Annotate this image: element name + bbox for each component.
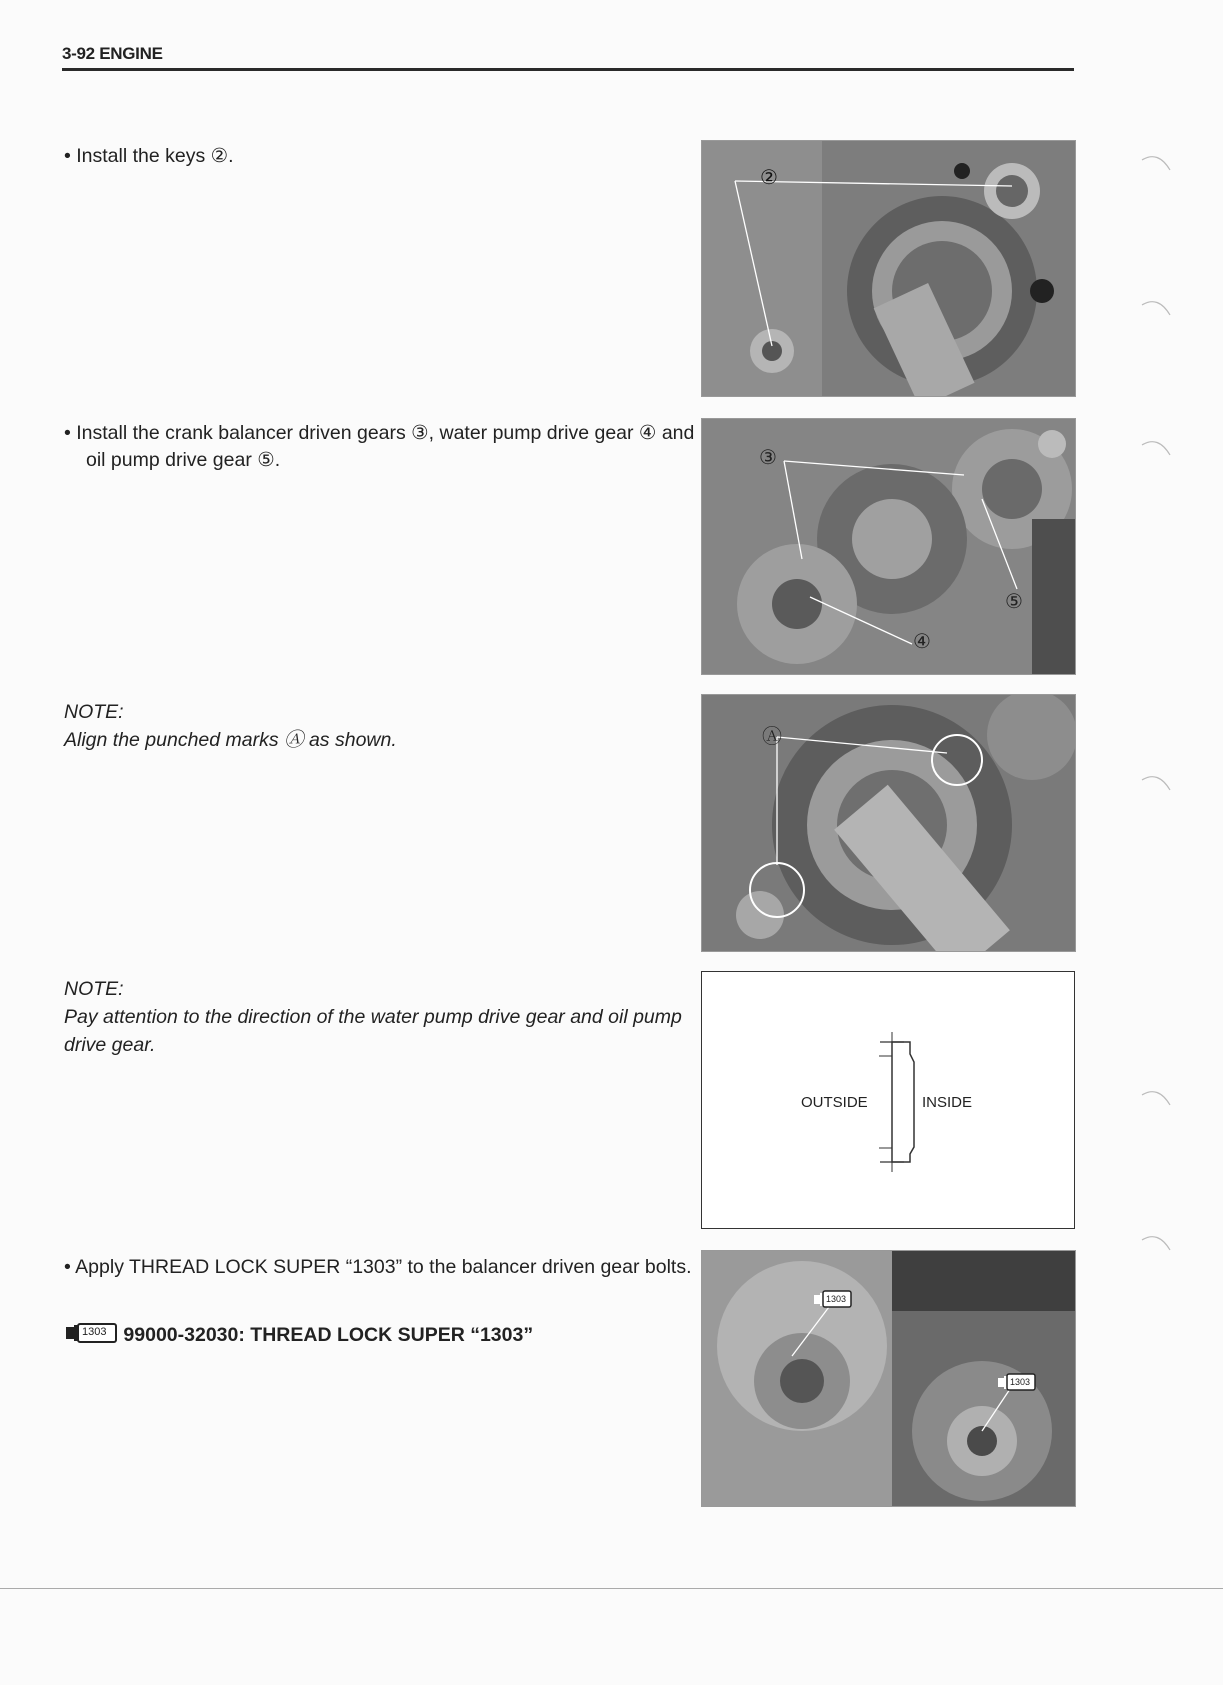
- photo-punched-marks: [701, 694, 1076, 952]
- label-inside: INSIDE: [922, 1094, 973, 1111]
- callout-2: ②: [760, 167, 778, 189]
- note-align-marks: Align the punched marks Ⓐ as shown.: [64, 729, 397, 751]
- callout-3: ③: [759, 447, 777, 469]
- footer-rule: [0, 1588, 1223, 1589]
- thread-lock-icon: [64, 1321, 118, 1351]
- photo-balancer-bolts: [701, 1250, 1076, 1507]
- note-label: NOTE:: [64, 978, 124, 1000]
- callout-5: ⑤: [1005, 591, 1023, 613]
- photo-gears: [701, 418, 1076, 675]
- callout-a: Ⓐ: [762, 726, 782, 748]
- step-install-gears: • Install the crank balancer driven gears ③, water pump drive gear ④ and oil pump drive gear ⑤.: [64, 422, 695, 471]
- note-label: NOTE:: [64, 701, 124, 723]
- photo-icon-label-left: 1303: [826, 1294, 847, 1304]
- step-install-keys: • Install the keys ②.: [64, 145, 234, 167]
- photo-icon-label-right: 1303: [1010, 1377, 1031, 1387]
- thread-lock-part: [64, 1321, 533, 1351]
- photo-keys: [701, 140, 1076, 397]
- step-apply-thread-lock: • Apply THREAD LOCK SUPER “1303” to the balancer driven gear bolts.: [64, 1256, 692, 1278]
- note-gear-direction: Pay attention to the direction of the water pump drive gear and oil pump drive gear.: [64, 1006, 682, 1056]
- gear-direction-diagram: [701, 971, 1075, 1229]
- callout-4: ④: [913, 631, 931, 653]
- header-rule: [62, 68, 1074, 71]
- page-header: 3-92 ENGINE: [62, 44, 163, 63]
- binder-edge-marks: [1140, 140, 1180, 1440]
- thread-lock-part-number: 99000-32030: THREAD LOCK SUPER “1303”: [123, 1324, 534, 1347]
- label-outside: OUTSIDE: [801, 1094, 868, 1111]
- thread-lock-icon-label: 1303: [82, 1326, 107, 1338]
